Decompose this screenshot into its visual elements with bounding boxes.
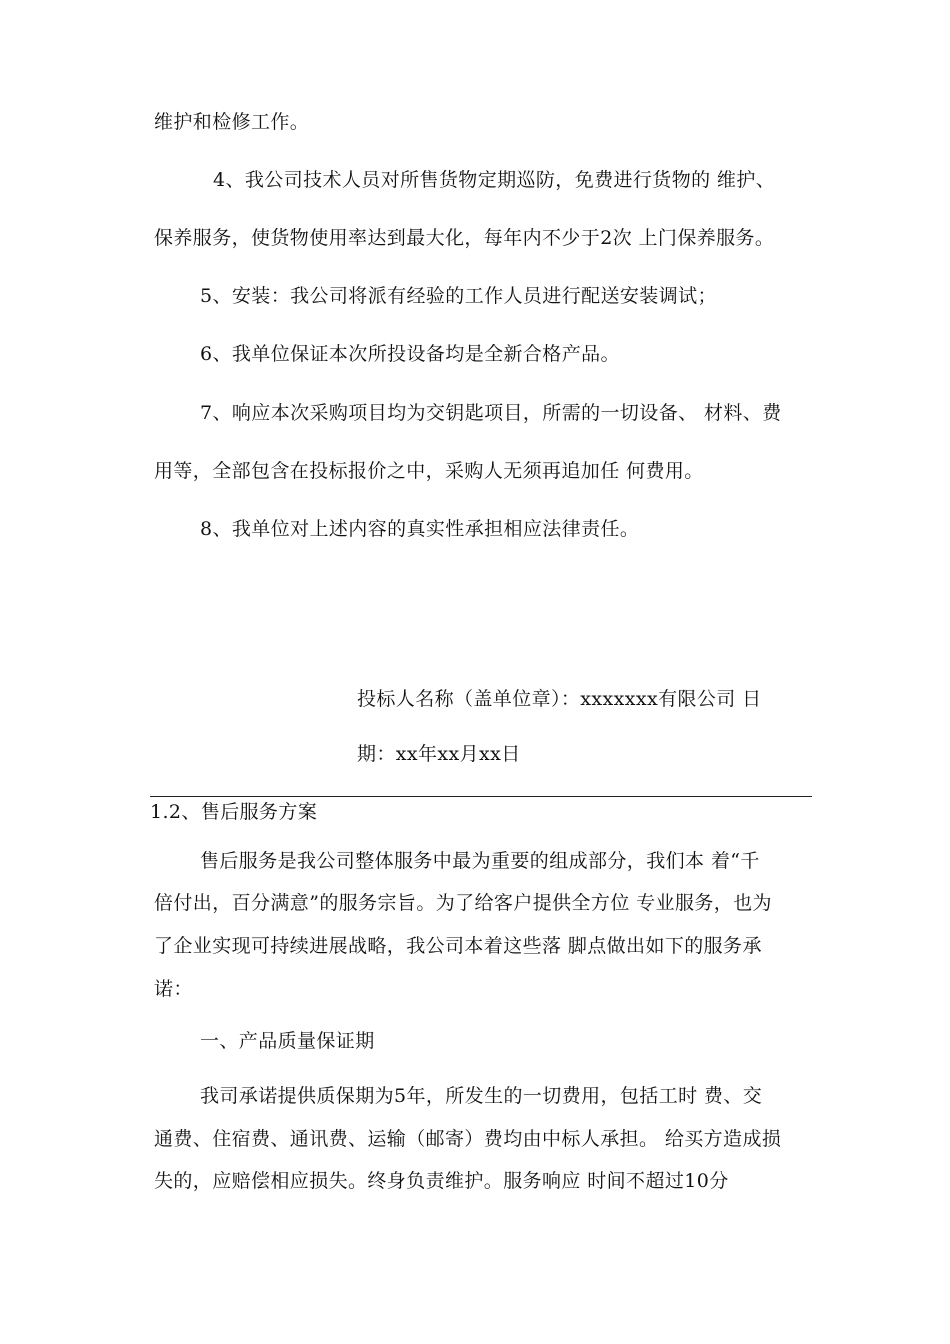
list-item-4: 4、我公司技术人员对所售货物定期巡防，免费进行货物的 维护、 [213,169,776,191]
body-line: 倍付出，百分满意”的服务宗旨。为了给客户提供全方位 专业服务，也为 [154,892,772,914]
signature-company-line: 投标人名称（盖单位章）：xxxxxxx有限公司 日 [357,688,762,710]
section-divider [150,796,812,797]
body-line: 维护和检修工作。 [154,111,310,133]
body-line: 失的，应赔偿相应损失。终身负责维护。服务响应 时间不超过10分 [154,1170,729,1192]
subsection-heading: 一、产品质量保证期 [200,1030,375,1052]
list-item-8: 8、我单位对上述内容的真实性承担相应法律责任。 [200,518,640,540]
body-line: 了企业实现可持续进展战略，我公司本着这些落 脚点做出如下的服务承 [154,935,762,957]
body-line: 保养服务，使货物使用率达到最大化，每年内不少于2次 上门保养服务。 [154,227,775,249]
body-line: 诺： [154,978,193,1000]
list-item-7: 7、响应本次采购项目均为交钥匙项目，所需的一切设备、 材料、费 [200,402,782,424]
list-item-6: 6、我单位保证本次所投设备均是全新合格产品。 [200,343,620,365]
body-line: 通费、住宿费、通讯费、运输（邮寄）费均由中标人承担。 给买方造成损 [154,1128,782,1150]
signature-date-line: 期：xx年xx月xx日 [357,743,521,765]
body-line: 用等，全部包含在投标报价之中，采购人无须再追加任 何费用。 [154,460,704,482]
list-item-5: 5、安装：我公司将派有经验的工作人员进行配送安装调试； [200,285,717,307]
body-line: 售后服务是我公司整体服务中最为重要的组成部分，我们本 着“千 [200,850,760,872]
body-line: 我司承诺提供质保期为5年，所发生的一切费用，包括工时 费、交 [200,1085,763,1107]
section-title: 1.2、售后服务方案 [150,801,318,823]
